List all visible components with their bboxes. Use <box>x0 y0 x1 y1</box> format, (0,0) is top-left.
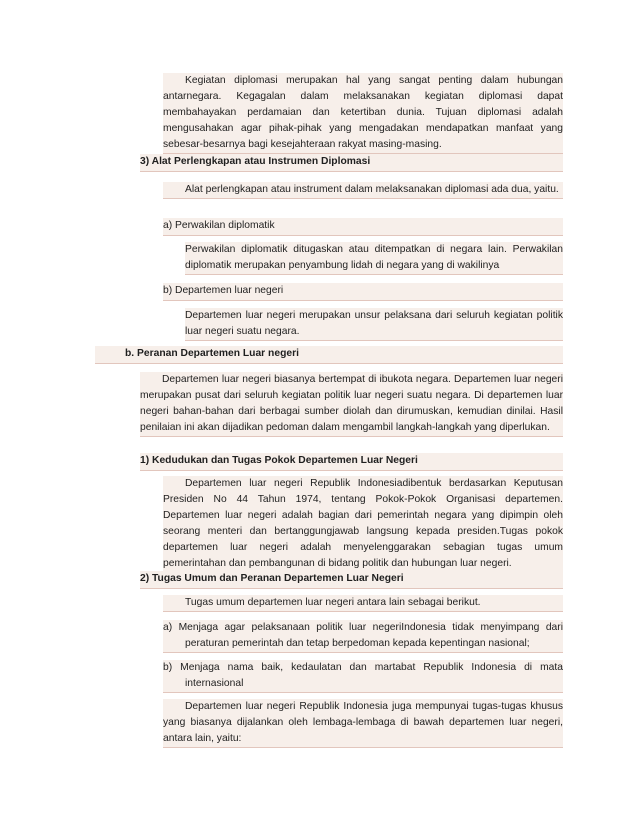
list-item-menjaga-nama-baik: b) Menjaga nama baik, kedaulatan dan martabat Republik Indonesia di mata internasional <box>163 660 563 693</box>
list-item-departemen-luar-negeri: b) Departemen luar negeri <box>163 283 563 301</box>
heading-kedudukan-tugas-pokok: 1) Kedudukan dan Tugas Pokok Departemen Luar Negeri <box>140 453 563 471</box>
paragraph-kedudukan-tugas-pokok: Departemen luar negeri Republik Indonesiadibentuk berdasarkan Keputusan Presiden No 44 Tahun 1974, tentang Pokok-Pokok Organisasi departemen. Departemen luar negeri adalah bagian dari pemerintah negara yang dipimpin oleh seorang menteri dan bertanggungjawab langsung kepada presiden.Tugas pokok departemen luar negeri adalah menyelenggarakan sebagian tugas umum pemerintahan dan pembangunan di bidang politik dan hubungan luar negeri. <box>163 476 563 573</box>
paragraph-tugas-umum: Tugas umum departemen luar negeri antara lain sebagai berikut. <box>163 595 563 612</box>
list-item-perwakilan-diplomatik: a) Perwakilan diplomatik <box>163 218 563 236</box>
list-item-menjaga-pelaksanaan: a) Menjaga agar pelaksanaan politik luar negeriIndonesia tidak menyimpang dari peraturan pemerintah dan tetap berpedoman kepada kepentingan nasional; <box>163 620 563 653</box>
paragraph-peranan-departemen: Departemen luar negeri biasanya bertempat di ibukota negara. Departemen luar negeri merupakan pusat dari seluruh kegiatan politik luar negeri suatu negara. Di departemen luar negeri bahan-bahan dari berbagai sumber diolah dan dirumuskan, kemudian dinilai. Hasil penilaian ini akan dijadikan pedoman dalam mengambil langkah-langkah yang diperlukan. <box>140 372 563 437</box>
paragraph-diplomasi-importance: Kegiatan diplomasi merupakan hal yang sangat penting dalam hubungan antarnegara. Kegagalan dalam melaksanakan kegiatan diplomasi dapat membahayakan perdamaian dan ketertiban dunia. Tujuan diplomasi adalah mengusahakan agar pihak-pihak yang mengadakan mendapatkan manfaat yang sebesar-besarnya bagi kesejahteraan rakyat masing-masing. <box>163 73 563 154</box>
paragraph-departemen-luar-negeri: Departemen luar negeri merupakan unsur pelaksana dari seluruh kegiatan politik luar negeri suatu negara. <box>185 308 563 341</box>
paragraph-tugas-khusus: Departemen luar negeri Republik Indonesia juga mempunyai tugas-tugas khusus yang biasanya dijalankan oleh lembaga-lembaga di bawah departemen luar negeri, antara lain, yaitu: <box>163 699 563 748</box>
paragraph-alat-perlengkapan: Alat perlengkapan atau instrument dalam melaksanakan diplomasi ada dua, yaitu. <box>163 182 563 199</box>
heading-alat-perlengkapan: 3) Alat Perlengkapan atau Instrumen Diplomasi <box>140 154 563 172</box>
heading-peranan-departemen: b. Peranan Departemen Luar negeri <box>95 346 563 364</box>
paragraph-perwakilan-diplomatik: Perwakilan diplomatik ditugaskan atau ditempatkan di negara lain. Perwakilan diplomatik merupakan penyambung lidah di negara yang di wakilinya <box>185 242 563 275</box>
heading-tugas-umum-peranan: 2) Tugas Umum dan Peranan Departemen Luar Negeri <box>140 571 563 589</box>
